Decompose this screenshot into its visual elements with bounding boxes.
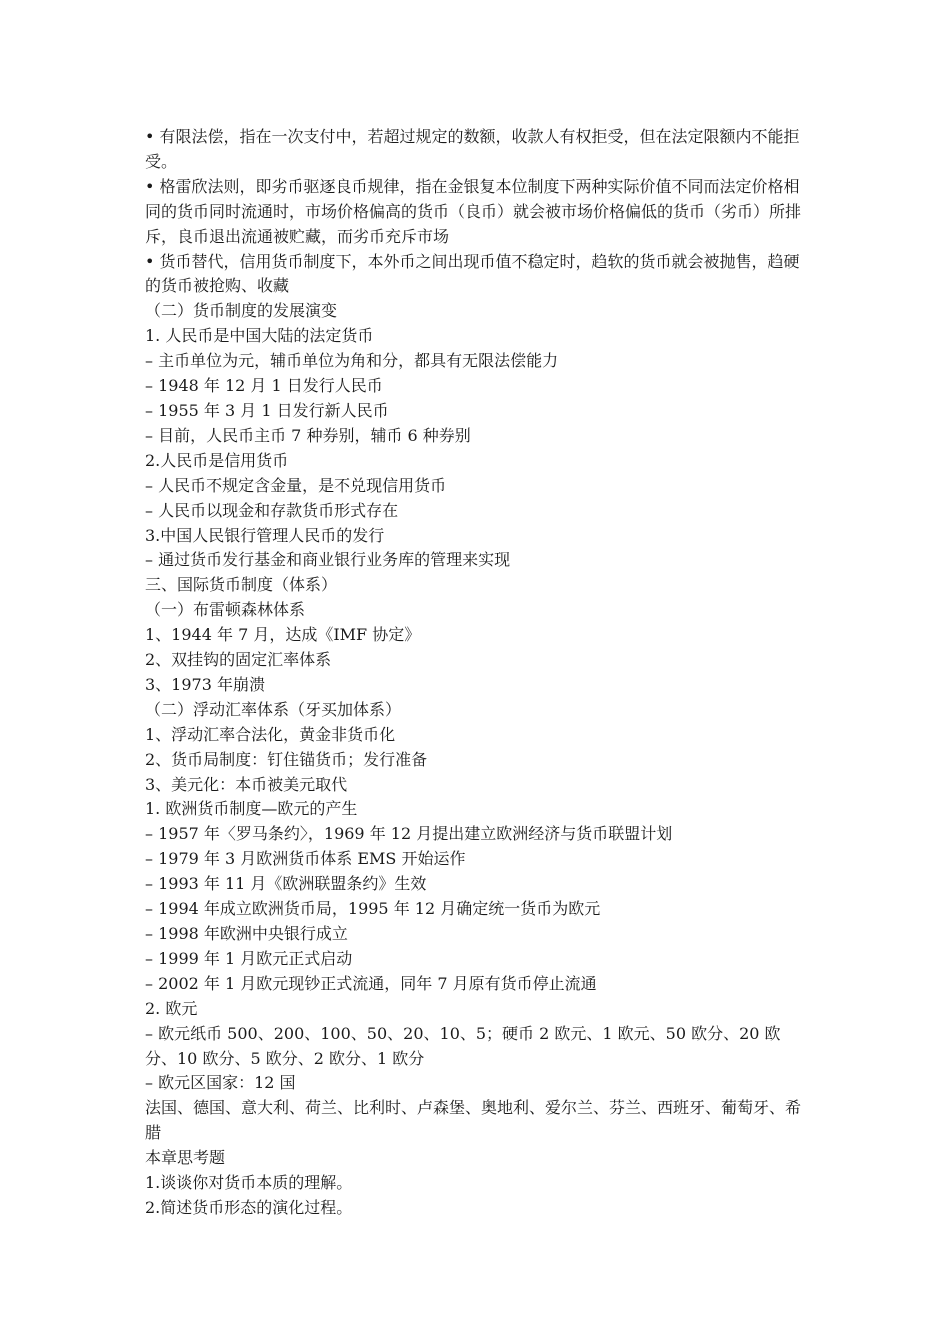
section-heading: 本章思考题 [145, 1148, 226, 1168]
paragraph: – 1948 年 12 月 1 日发行人民币 [145, 376, 383, 396]
paragraph: – 1993 年 11 月《欧洲联盟条约》生效 [145, 874, 427, 894]
paragraph: – 人民币不规定含金量，是不兑现信用货币 [145, 475, 447, 495]
paragraph: 1. 欧洲货币制度—欧元的产生 [145, 799, 358, 819]
paragraph: 2、双挂钩的固定汇率体系 [145, 650, 332, 670]
paragraph: – 通过货币发行基金和商业银行业务库的管理来实现 [145, 550, 511, 570]
paragraph: • 格雷欣法则，即劣币驱逐良币规律，指在金银复本位制度下两种实际价值不同而法定价格相同的货币同时流通时，市场价格偏高的货币（良币）就会被市场价格偏低的货币（劣币）所排斥，良币退出流通被贮藏，而劣币充斥市场 [145, 176, 802, 246]
paragraph: – 1994 年成立欧洲货币局，1995 年 12 月确定统一货币为欧元 [145, 899, 601, 919]
paragraph: 3.中国人民银行管理人民币的发行 [145, 525, 385, 545]
paragraph: 2.简述货币形态的演化过程。 [145, 1197, 353, 1217]
paragraph: 2. 欧元 [145, 998, 198, 1018]
paragraph: – 欧元区国家：12 国 [145, 1073, 296, 1093]
paragraph: • 有限法偿，指在一次支付中，若超过规定的数额，收款人有权拒受，但在法定限额内不能拒受。 [145, 127, 800, 171]
paragraph: – 2002 年 1 月欧元现钞正式流通，同年 7 月原有货币停止流通 [145, 973, 597, 993]
paragraph: 2、货币局制度：钉住锚货币；发行准备 [145, 749, 428, 769]
paragraph: – 1999 年 1 月欧元正式启动 [145, 948, 353, 968]
paragraph: 1. 人民币是中国大陆的法定货币 [145, 326, 374, 346]
paragraph: 1、浮动汇率合法化，黄金非货币化 [145, 724, 396, 744]
paragraph: – 目前，人民币主币 7 种券别，辅币 6 种券别 [145, 425, 471, 445]
paragraph: • 货币替代，信用货币制度下，本外币之间出现币值不稳定时，趋软的货币就会被抛售，趋硬的货币被抢购、收藏 [145, 251, 800, 296]
paragraph: – 1998 年欧洲中央银行成立 [145, 924, 348, 943]
paragraph: 1、1944 年 7 月，达成《IMF 协定》 [145, 625, 421, 645]
paragraph: – 1979 年 3 月欧洲货币体系 EMS 开始运作 [145, 849, 466, 869]
section-heading: 三、国际货币制度（体系） [145, 575, 338, 595]
paragraph: 1.谈谈你对货币本质的理解。 [145, 1173, 353, 1193]
paragraph: – 1957 年〈罗马条约〉，1969 年 12 月提出建立欧洲经济与货币联盟计划 [145, 824, 673, 844]
section-heading: （一）布雷顿森林体系 [145, 600, 306, 620]
paragraph: 法国、德国、意大利、荷兰、比利时、卢森堡、奥地利、爱尔兰、芬兰、西班牙、葡萄牙、希腊 [145, 1098, 802, 1143]
paragraph: – 欧元纸币 500、200、100、50、20、10、5；硬币 2 欧元、1 欧元、50 欧分、20 欧分、10 欧分、5 欧分、2 欧分、1 欧分 [145, 1023, 781, 1068]
paragraph: 3、美元化：本币被美元取代 [145, 774, 348, 794]
section-heading: （二）浮动汇率体系（牙买加体系） [145, 699, 402, 719]
paragraph: – 主币单位为元，辅币单位为角和分，都具有无限法偿能力 [145, 351, 559, 371]
paragraph: 3、1973 年崩溃 [145, 674, 265, 694]
paragraph: – 1955 年 3 月 1 日发行新人民币 [145, 400, 389, 420]
paragraph: – 人民币以现金和存款货币形式存在 [145, 500, 399, 520]
section-heading: （二）货币制度的发展演变 [145, 301, 338, 321]
paragraph: 2.人民币是信用货币 [145, 450, 289, 470]
document-body [145, 125, 810, 1221]
